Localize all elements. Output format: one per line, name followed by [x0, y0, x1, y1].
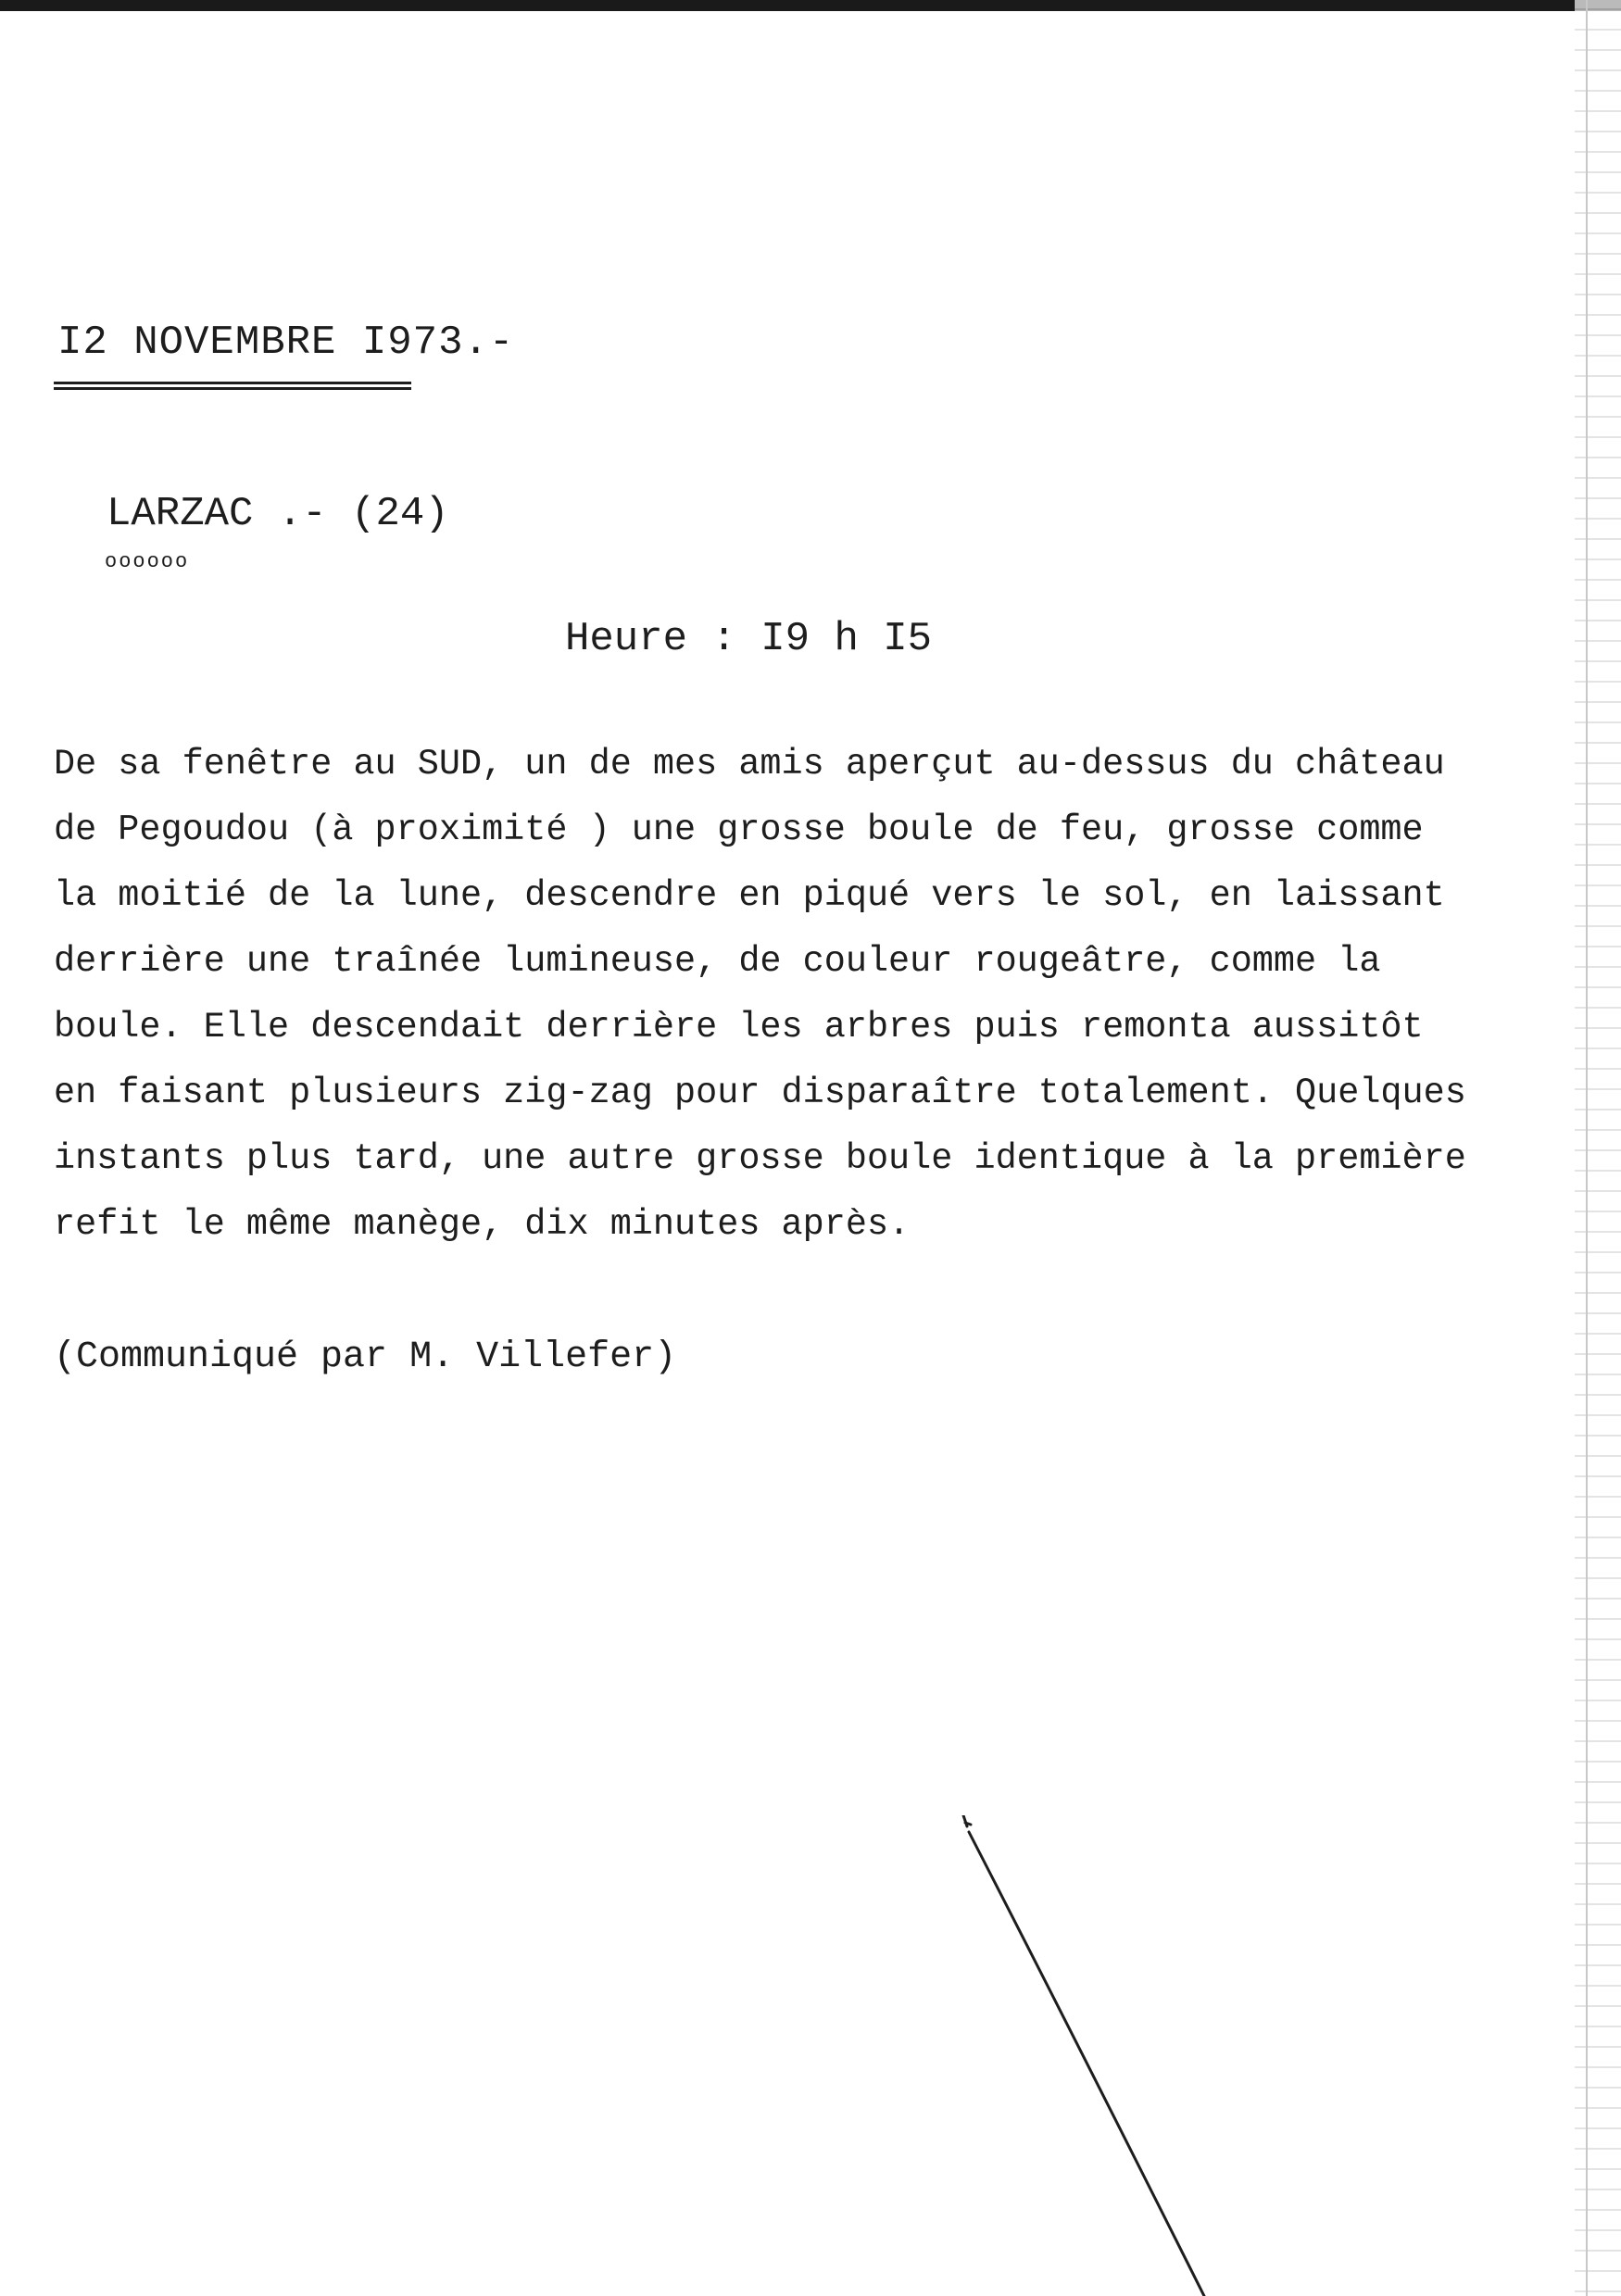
place-heading: LARZAC .- (24)	[107, 491, 449, 537]
scan-edge-texture	[1575, 0, 1621, 2296]
body-line: boule. Elle descendait derrière les arbres puis remonta aussitôt	[54, 1007, 1424, 1048]
body-line: en faisant plusieurs zig-zag pour disparaître totalement. Quelques	[54, 1073, 1466, 1113]
report-body	[54, 732, 1573, 1258]
body-line: la moitié de la lune, descendre en piqué vers le sol, en laissant	[54, 875, 1445, 916]
body-line: De sa fenêtre au SUD, un de mes amis aperçut au-dessus du château	[54, 744, 1445, 784]
pen-stroke-mark	[954, 1815, 1232, 2296]
body-line: de Pegoudou (à proximité ) une grosse boule de feu, grosse comme	[54, 809, 1424, 850]
scan-edge-line	[1586, 0, 1588, 2296]
time-line: Heure : I9 h I5	[565, 616, 933, 662]
top-edge-rule	[0, 0, 1621, 11]
credit-line: (Communiqué par M. Villefer)	[54, 1336, 677, 1378]
date-heading: I2 NOVEMBRE I973.-	[57, 320, 515, 366]
place-ornament: oooooo	[105, 550, 190, 573]
body-line: instants plus tard, une autre grosse boule identique à la première	[54, 1138, 1466, 1179]
body-line: derrière une traînée lumineuse, de couleur rougeâtre, comme la	[54, 941, 1381, 982]
date-double-underline	[54, 382, 411, 396]
body-line: refit le même manège, dix minutes après.	[54, 1204, 911, 1245]
